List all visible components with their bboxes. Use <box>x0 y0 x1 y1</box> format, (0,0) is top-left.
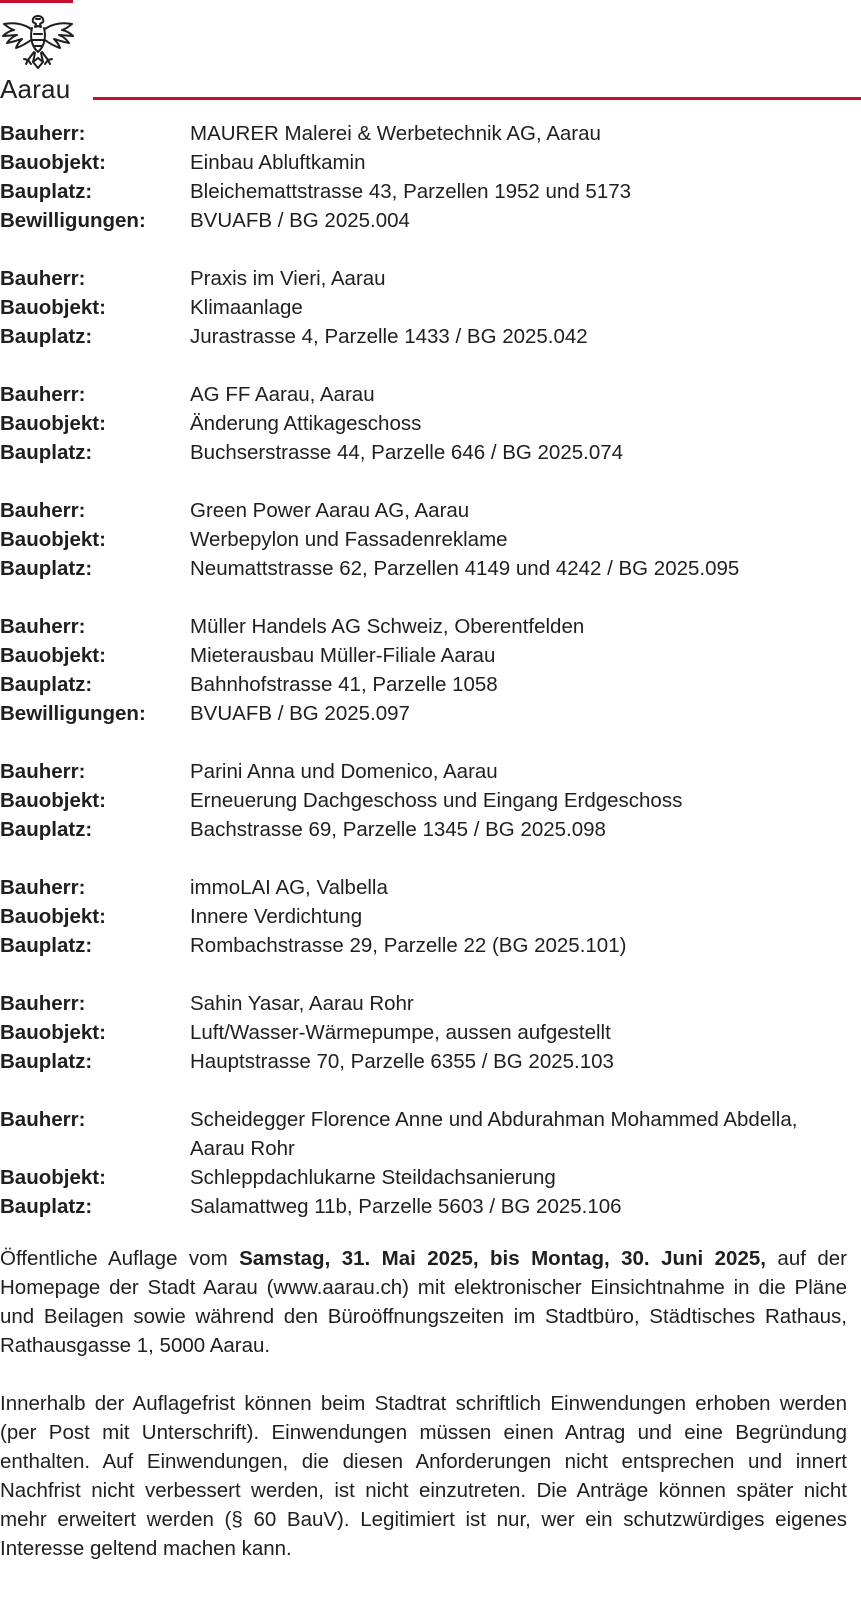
notice-p1-rest: auf der Homepage der Stadt Aarau (www.aarau.ch) mit elektronischer Einsichtnahme in die Pläne und Beilagen sowie während den Büroöffnungszeiten im Stadtbüro, Städtisches Rathaus, Rathausgasse 1, 5000 Aarau. <box>0 1247 847 1357</box>
permit-entry <box>0 989 861 1076</box>
field-label: Bauherr: <box>0 1108 86 1131</box>
field-value: Bachstrasse 69, Parzelle 1345 / BG 2025.098 <box>190 818 606 841</box>
field-value: Scheidegger Florence Anne und Abdurahman Mohammed Abdella, Aarau Rohr <box>190 1108 798 1160</box>
field-value: Klimaanlage <box>190 296 303 319</box>
field-label: Bauplatz: <box>0 818 93 841</box>
permit-entry <box>0 496 861 583</box>
field-value: Erneuerung Dachgeschoss und Eingang Erdgeschoss <box>190 789 683 812</box>
top-accent-bar <box>0 0 73 3</box>
permit-row <box>0 322 861 351</box>
field-value: MAURER Malerei & Werbetechnik AG, Aarau <box>190 122 601 145</box>
field-label: Bauherr: <box>0 499 86 522</box>
permit-row <box>0 264 861 293</box>
permit-row <box>0 1047 861 1076</box>
field-value: BVUAFB / BG 2025.004 <box>190 209 410 232</box>
logo-text: Aarau <box>0 74 71 104</box>
permit-row <box>0 1192 861 1221</box>
permit-row <box>0 409 861 438</box>
permit-row <box>0 525 861 554</box>
field-value: AG FF Aarau, Aarau <box>190 383 375 406</box>
building-permit-list <box>0 119 861 1250</box>
permit-row <box>0 293 861 322</box>
field-value: Salamattweg 11b, Parzelle 5603 / BG 2025.106 <box>190 1195 622 1218</box>
field-value: Bleichemattstrasse 43, Parzellen 1952 und 5173 <box>190 180 632 203</box>
permit-entry <box>0 1105 861 1221</box>
field-value: Neumattstrasse 62, Parzellen 4149 und 4242 / BG 2025.095 <box>190 557 740 580</box>
permit-row <box>0 1163 861 1192</box>
permit-entry <box>0 119 861 235</box>
field-value: Werbepylon und Fassadenreklame <box>190 528 508 551</box>
field-label: Bauherr: <box>0 122 86 145</box>
permit-row <box>0 1018 861 1047</box>
field-label: Bauobjekt: <box>0 1166 106 1189</box>
field-label: Bauplatz: <box>0 557 93 580</box>
field-label: Bauobjekt: <box>0 151 106 174</box>
notice-date-range: Samstag, 31. Mai 2025, bis Montag, 30. Juni 2025, <box>239 1247 766 1270</box>
field-label: Bauobjekt: <box>0 296 106 319</box>
permit-row <box>0 612 861 641</box>
permit-row <box>0 496 861 525</box>
field-value: Sahin Yasar, Aarau Rohr <box>190 992 414 1015</box>
field-label: Bauobjekt: <box>0 644 106 667</box>
field-value: immoLAI AG, Valbella <box>190 876 388 899</box>
field-value: Einbau Abluftkamin <box>190 151 366 174</box>
field-value: Rombachstrasse 29, Parzelle 22 (BG 2025.101) <box>190 934 627 957</box>
field-value: Mieterausbau Müller-Filiale Aarau <box>190 644 496 667</box>
field-label: Bauplatz: <box>0 1195 93 1218</box>
field-label: Bauherr: <box>0 383 86 406</box>
public-notice-text <box>0 1244 847 1592</box>
permit-entry <box>0 873 861 960</box>
field-value: Luft/Wasser-Wärmepumpe, aussen aufgestellt <box>190 1021 611 1044</box>
notice-paragraph-2: Innerhalb der Auflagefrist können beim Stadtrat schriftlich Einwendungen erhoben werden (per Post mit Unterschrift). Einwendungen müssen einen Antrag und eine Begründung enthalten. Auf Einwendungen, die diesen Anforderungen nicht entsprechen und innert Nachfrist nicht verbessert werden, ist nicht einzutreten. Die Anträge können später nicht mehr erweitert werden (§ 60 BauV). Legitimiert ist nur, wer ein schutzwürdiges eigenes Interesse geltend machen kann. <box>0 1392 847 1560</box>
permit-entry <box>0 757 861 844</box>
permit-row <box>0 177 861 206</box>
permit-row <box>0 670 861 699</box>
field-value: BVUAFB / BG 2025.097 <box>190 702 410 725</box>
field-label: Bauplatz: <box>0 1050 93 1073</box>
field-label: Bauobjekt: <box>0 789 106 812</box>
field-value: Bahnhofstrasse 41, Parzelle 1058 <box>190 673 498 696</box>
notice-p1-intro: Öffentliche Auflage vom <box>0 1247 240 1270</box>
field-label: Bewilligungen: <box>0 702 146 725</box>
field-value: Müller Handels AG Schweiz, Oberentfelden <box>190 615 585 638</box>
permit-row <box>0 873 861 902</box>
field-value: Innere Verdichtung <box>190 905 363 928</box>
permit-row <box>0 699 861 728</box>
header-red-rule <box>93 97 861 100</box>
field-value: Praxis im Vieri, Aarau <box>190 267 386 290</box>
permit-row <box>0 989 861 1018</box>
permit-row <box>0 641 861 670</box>
field-label: Bauobjekt: <box>0 905 106 928</box>
notice-paragraph-1 <box>0 1244 847 1360</box>
field-label: Bauplatz: <box>0 673 93 696</box>
field-label: Bauherr: <box>0 760 86 783</box>
field-label: Bewilligungen: <box>0 209 146 232</box>
permit-row <box>0 380 861 409</box>
permit-row <box>0 206 861 235</box>
field-label: Bauherr: <box>0 992 86 1015</box>
field-label: Bauherr: <box>0 267 86 290</box>
field-value: Änderung Attikageschoss <box>190 412 422 435</box>
permit-row <box>0 902 861 931</box>
field-label: Bauobjekt: <box>0 412 106 435</box>
permit-row <box>0 931 861 960</box>
permit-entry <box>0 264 861 351</box>
field-label: Bauplatz: <box>0 325 93 348</box>
field-label: Bauherr: <box>0 876 86 899</box>
field-value: Jurastrasse 4, Parzelle 1433 / BG 2025.042 <box>190 325 588 348</box>
field-label: Bauplatz: <box>0 180 93 203</box>
field-label: Bauobjekt: <box>0 1021 106 1044</box>
permit-row <box>0 148 861 177</box>
permit-row <box>0 554 861 583</box>
eagle-coat-of-arms-icon <box>0 12 76 78</box>
permit-row <box>0 815 861 844</box>
permit-row <box>0 119 861 148</box>
field-label: Bauplatz: <box>0 934 93 957</box>
field-value: Green Power Aarau AG, Aarau <box>190 499 470 522</box>
field-label: Bauobjekt: <box>0 528 106 551</box>
permit-row <box>0 786 861 815</box>
field-value: Buchserstrasse 44, Parzelle 646 / BG 2025.074 <box>190 441 624 464</box>
field-value: Hauptstrasse 70, Parzelle 6355 / BG 2025.103 <box>190 1050 614 1073</box>
page-header <box>0 0 861 108</box>
permit-row <box>0 757 861 786</box>
field-label: Bauplatz: <box>0 441 93 464</box>
permit-row <box>0 1105 861 1163</box>
field-label: Bauherr: <box>0 615 86 638</box>
permit-row <box>0 438 861 467</box>
field-value: Schleppdachlukarne Steildachsanierung <box>190 1166 556 1189</box>
permit-entry <box>0 380 861 467</box>
field-value: Parini Anna und Domenico, Aarau <box>190 760 498 783</box>
permit-entry <box>0 612 861 728</box>
